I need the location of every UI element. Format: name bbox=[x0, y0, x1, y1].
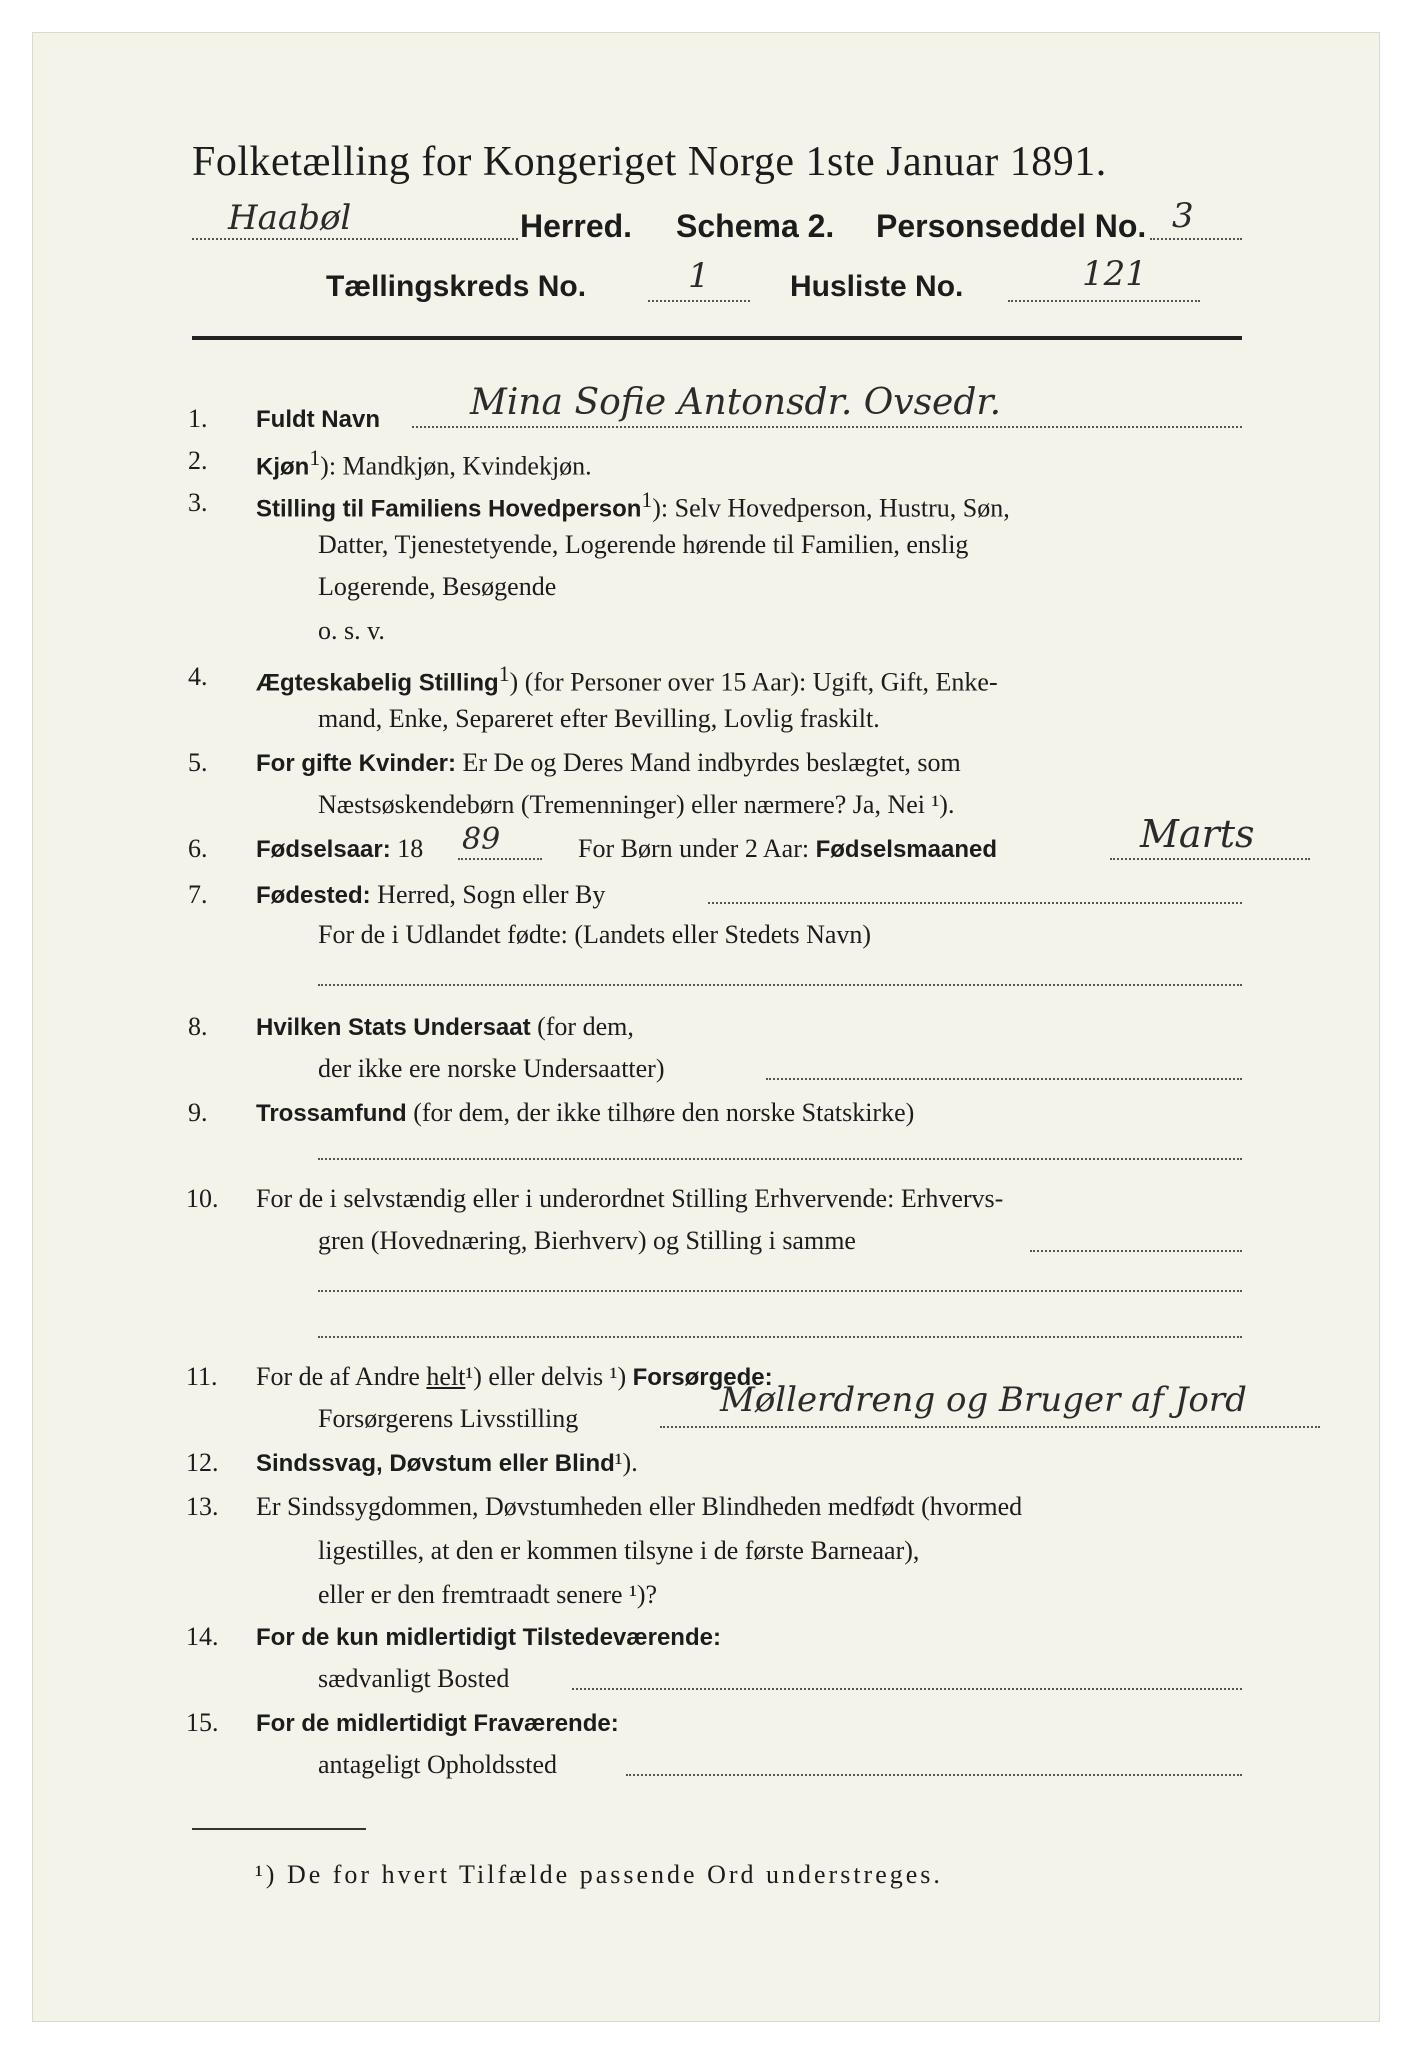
trossamfund-label: Trossamfund bbox=[256, 1100, 407, 1127]
herred-label: Herred. bbox=[520, 208, 633, 244]
month-line bbox=[1110, 858, 1310, 860]
fodested-label: Fødested: bbox=[256, 882, 371, 909]
item-10-line bbox=[1030, 1250, 1242, 1252]
item-6-line1 bbox=[256, 834, 423, 864]
item-3-line2: Datter, Tjenestetyende, Logerende hørende til Familien, enslig bbox=[318, 530, 969, 559]
item-12-number: 12. bbox=[186, 1448, 219, 1477]
item-15-line1 bbox=[256, 1708, 619, 1738]
item-14-line2: sædvanligt Bosted bbox=[318, 1664, 510, 1693]
item-15-number: 15. bbox=[186, 1708, 219, 1737]
form-title: Folketælling for Kongeriget Norge 1ste Januar 1891. bbox=[192, 139, 1107, 185]
item-11-number: 11. bbox=[186, 1362, 218, 1391]
trossamfund-text: (for dem, der ikke tilhøre den norske Statskirke) bbox=[413, 1098, 915, 1127]
item-10-answer-line-2 bbox=[318, 1336, 1242, 1338]
helt-option: helt bbox=[426, 1362, 466, 1391]
fuldt-navn-label: Fuldt Navn bbox=[256, 406, 380, 433]
fodested-options: Herred, Sogn eller By bbox=[377, 880, 606, 909]
item-9-number: 9. bbox=[188, 1098, 208, 1127]
stilling-label: Stilling til Familiens Hovedperson bbox=[256, 495, 642, 523]
husliste-label: Husliste No. bbox=[790, 270, 964, 303]
item-8-line1 bbox=[256, 1012, 634, 1042]
item-9-answer-line bbox=[318, 1158, 1242, 1160]
item-9-line1 bbox=[256, 1098, 914, 1128]
husliste-line bbox=[1008, 300, 1200, 302]
item-5-line2: Næstsøskendebørn (Tremenninger) eller nærmere? Ja, Nei ¹). bbox=[318, 790, 955, 819]
kreds-line bbox=[648, 300, 750, 302]
item-11-line1 bbox=[256, 1362, 773, 1392]
item-10-number: 10. bbox=[186, 1184, 219, 1213]
full-name-value: Mina Sofie Antonsdr. Ovsedr. bbox=[470, 382, 1002, 423]
item-3-line1: Stilling til Familiens Hovedperson$^1$): Selv Hovedperson, Hustru, Søn, bbox=[256, 488, 1010, 523]
provider-occupation-value: Møllerdreng og Bruger af Jord bbox=[720, 1380, 1247, 1420]
kjon-options: ): Mandkjøn, Kvindekjøn. bbox=[320, 451, 592, 481]
sindssvag-note: ¹). bbox=[614, 1448, 638, 1477]
sindssvag-label: Sindssvag, Døvstum eller Blind bbox=[256, 1450, 615, 1477]
undersaat-text: (for dem, bbox=[537, 1012, 634, 1041]
header-rule bbox=[192, 336, 1242, 340]
birth-year-value: 89 bbox=[462, 822, 501, 857]
item-5-line1 bbox=[256, 748, 961, 778]
gifte-kvinder-label: For gifte Kvinder: bbox=[256, 750, 457, 777]
schema-label: Schema 2. bbox=[676, 208, 835, 244]
item-5-number: 5. bbox=[188, 748, 208, 777]
item-3-number: 3. bbox=[188, 488, 208, 517]
fodselsmaaned-label: Fødselsmaaned bbox=[815, 836, 997, 863]
item-11-line bbox=[660, 1426, 1320, 1428]
item-7-answer-line bbox=[318, 984, 1242, 986]
item-8-number: 8. bbox=[188, 1012, 208, 1041]
item-1-number: 1. bbox=[188, 404, 208, 433]
year-prefix: 18 bbox=[397, 834, 424, 863]
item-15-line bbox=[626, 1774, 1242, 1776]
item-13-number: 13. bbox=[186, 1492, 219, 1521]
item-2-number: 2. bbox=[188, 446, 208, 475]
undersaat-label: Undersaat bbox=[413, 1014, 531, 1041]
item-10-line1: For de i selvstændig eller i underordnet Stilling Erhvervende: Erhvervs- bbox=[256, 1184, 1004, 1213]
item-7-number: 7. bbox=[188, 880, 208, 909]
item-12-line1 bbox=[256, 1448, 638, 1478]
item-14-number: 14. bbox=[186, 1622, 219, 1651]
item-4-line1: Ægteskabelig Stilling$^1$) (for Personer over 15 Aar): Ugift, Gift, Enke- bbox=[256, 662, 998, 697]
item-8-line2: der ikke ere norske Undersaatter) bbox=[318, 1054, 665, 1083]
item-13-line1: Er Sindssygdommen, Døvstumheden eller Blindheden medfødt (hvormed bbox=[256, 1492, 1023, 1521]
fodselsaar-label: Fødselsaar: bbox=[256, 836, 391, 863]
item-15-line2: antageligt Opholdssted bbox=[318, 1750, 558, 1779]
item-7-line bbox=[708, 902, 1242, 904]
herred-line bbox=[192, 238, 518, 240]
item-7-line1 bbox=[256, 880, 605, 910]
item-10-answer-line-1 bbox=[318, 1290, 1242, 1292]
tilstedevaerende-label: For de kun midlertidigt Tilstedeværende: bbox=[256, 1624, 721, 1651]
gifte-kvinder-text: Er De og Deres Mand indbyrdes beslægtet, som bbox=[462, 748, 961, 777]
birth-month-value: Marts bbox=[1140, 812, 1255, 856]
item-11-line2: Forsørgerens Livsstilling bbox=[318, 1404, 579, 1433]
item-3-line4: o. s. v. bbox=[318, 616, 385, 645]
item-2-text: Kjøn$^1$): Mandkjøn, Kvindekjøn. bbox=[256, 446, 592, 481]
item-1-label bbox=[256, 404, 380, 434]
kreds-value: 1 bbox=[688, 256, 710, 296]
census-form bbox=[32, 32, 1380, 2022]
husliste-value: 121 bbox=[1082, 254, 1147, 294]
item-4-line2: mand, Enke, Separeret efter Bevilling, Lovlig fraskilt. bbox=[318, 704, 880, 733]
item-13-line3: eller er den fremtraadt senere ¹)? bbox=[318, 1580, 658, 1609]
item-6-mid bbox=[578, 834, 997, 864]
item-13-line2: ligestilles, at den er kommen tilsyne i de første Barneaar), bbox=[318, 1536, 920, 1565]
forsorgede-label: Forsørgede: bbox=[632, 1364, 773, 1391]
fravaerende-label: For de midlertidigt Fraværende: bbox=[256, 1710, 619, 1737]
item-6-number: 6. bbox=[188, 834, 208, 863]
stilling-options-1: ): Selv Hovedperson, Hustru, Søn, bbox=[652, 493, 1010, 523]
born-under-2-text: For Børn under 2 Aar: bbox=[578, 834, 810, 863]
kreds-label: Tællingskreds No. bbox=[326, 270, 587, 303]
forsorgede-text-2: ¹) eller delvis ¹) bbox=[465, 1362, 627, 1391]
item-8-line bbox=[766, 1078, 1242, 1080]
item-3-line3: Logerende, Besøgende bbox=[318, 572, 557, 601]
item-1-line bbox=[412, 426, 1242, 428]
stats-label: Hvilken Stats bbox=[256, 1014, 407, 1041]
footnote-rule bbox=[192, 1828, 366, 1830]
item-14-line bbox=[572, 1688, 1242, 1690]
personseddel-value: 3 bbox=[1172, 196, 1194, 236]
personseddel-label: Personseddel No. bbox=[876, 208, 1147, 244]
personseddel-line bbox=[1150, 238, 1242, 240]
forsorgede-text-1: For de af Andre bbox=[256, 1362, 420, 1391]
footnote: ¹) De for hvert Tilfælde passende Ord understreges. bbox=[255, 1860, 943, 1889]
item-4-number: 4. bbox=[188, 662, 208, 691]
item-10-line2: gren (Hovednæring, Bierhverv) og Stilling i samme bbox=[318, 1226, 856, 1255]
item-14-line1 bbox=[256, 1622, 721, 1652]
item-7-line2: For de i Udlandet fødte: (Landets eller Stedets Navn) bbox=[318, 920, 872, 949]
year-line bbox=[458, 858, 542, 860]
aegteskab-options-1: ) (for Personer over 15 Aar): Ugift, Gift, Enke- bbox=[509, 667, 998, 697]
herred-value: Haabøl bbox=[228, 198, 352, 238]
kjon-label: Kjøn bbox=[256, 453, 310, 481]
aegteskab-label: Ægteskabelig Stilling bbox=[256, 669, 499, 697]
